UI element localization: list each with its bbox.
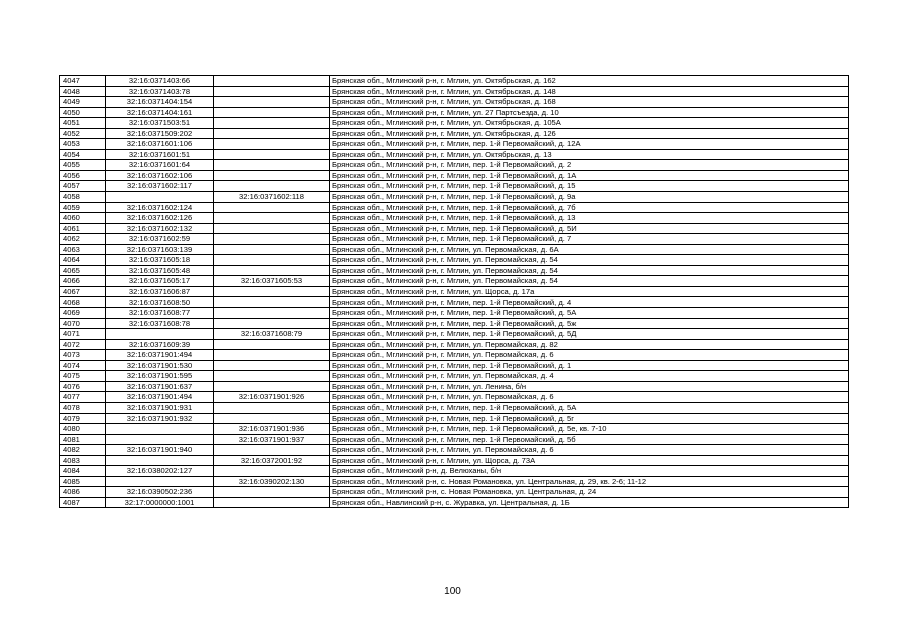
related-cadastral-number-cell xyxy=(214,402,330,413)
address-cell: Брянская обл., Мглинский р-н, г. Мглин, пер. 1-й Первомайский, д. 5Д xyxy=(330,329,849,340)
address-cell: Брянская обл., Навлинский р-н, с. Журавка, ул. Центральная, д. 1Б xyxy=(330,497,849,508)
related-cadastral-number-cell xyxy=(214,170,330,181)
cadastral-number-cell: 32:16:0371601:64 xyxy=(106,160,214,171)
row-number-cell: 4079 xyxy=(60,413,106,424)
related-cadastral-number-cell xyxy=(214,318,330,329)
related-cadastral-number-cell xyxy=(214,350,330,361)
row-number-cell: 4062 xyxy=(60,234,106,245)
row-number-cell: 4058 xyxy=(60,192,106,203)
table-row xyxy=(60,170,849,181)
cadastral-number-cell: 32:16:0371609:39 xyxy=(106,339,214,350)
table-row xyxy=(60,202,849,213)
row-number-cell: 4071 xyxy=(60,329,106,340)
address-cell: Брянская обл., Мглинский р-н, г. Мглин, ул. Первомайская, д. 6А xyxy=(330,244,849,255)
table-row xyxy=(60,286,849,297)
table-row xyxy=(60,360,849,371)
related-cadastral-number-cell xyxy=(214,381,330,392)
row-number-cell: 4073 xyxy=(60,350,106,361)
related-cadastral-number-cell xyxy=(214,213,330,224)
cadastral-number-cell: 32:16:0371605:48 xyxy=(106,265,214,276)
cadastral-number-cell xyxy=(106,192,214,203)
cadastral-number-cell: 32:16:0371602:132 xyxy=(106,223,214,234)
related-cadastral-number-cell xyxy=(214,413,330,424)
address-cell: Брянская обл., Мглинский р-н, г. Мглин, ул. Первомайская, д. 6 xyxy=(330,350,849,361)
cadastral-number-cell: 32:16:0371403:78 xyxy=(106,86,214,97)
related-cadastral-number-cell xyxy=(214,86,330,97)
address-cell: Брянская обл., Мглинский р-н, г. Мглин, пер. 1-й Первомайский, д. 5е, кв. 7-10 xyxy=(330,424,849,435)
related-cadastral-number-cell: 32:16:0371605:53 xyxy=(214,276,330,287)
table-row xyxy=(60,381,849,392)
row-number-cell: 4066 xyxy=(60,276,106,287)
row-number-cell: 4080 xyxy=(60,424,106,435)
related-cadastral-number-cell xyxy=(214,265,330,276)
table-row xyxy=(60,497,849,508)
related-cadastral-number-cell: 32:16:0371608:79 xyxy=(214,329,330,340)
table-row xyxy=(60,297,849,308)
row-number-cell: 4057 xyxy=(60,181,106,192)
related-cadastral-number-cell xyxy=(214,487,330,498)
table-row xyxy=(60,308,849,319)
related-cadastral-number-cell xyxy=(214,181,330,192)
cadastral-number-cell: 32:16:0371605:17 xyxy=(106,276,214,287)
related-cadastral-number-cell xyxy=(214,445,330,456)
related-cadastral-number-cell xyxy=(214,76,330,87)
related-cadastral-number-cell xyxy=(214,244,330,255)
address-cell: Брянская обл., Мглинский р-н, г. Мглин, пер. 1-й Первомайский, д. 5И xyxy=(330,223,849,234)
table-row xyxy=(60,149,849,160)
address-cell: Брянская обл., Мглинский р-н, г. Мглин, ул. Октябрьская, д. 13 xyxy=(330,149,849,160)
row-number-cell: 4067 xyxy=(60,286,106,297)
cadastral-number-cell xyxy=(106,434,214,445)
table-row xyxy=(60,213,849,224)
address-cell: Брянская обл., Мглинский р-н, г. Мглин, пер. 1-й Первомайский, д. 1А xyxy=(330,170,849,181)
table-row xyxy=(60,234,849,245)
table-row xyxy=(60,255,849,266)
table-row xyxy=(60,434,849,445)
cadastral-number-cell xyxy=(106,424,214,435)
cadastral-number-cell: 32:16:0380202:127 xyxy=(106,466,214,477)
table-row xyxy=(60,160,849,171)
row-number-cell: 4056 xyxy=(60,170,106,181)
row-number-cell: 4052 xyxy=(60,128,106,139)
address-cell: Брянская обл., Мглинский р-н, с. Новая Романовка, ул. Центральная, д. 29, кв. 2-6; 11-12 xyxy=(330,476,849,487)
address-cell: Брянская обл., Мглинский р-н, с. Новая Романовка, ул. Центральная, д. 24 xyxy=(330,487,849,498)
cadastral-number-cell: 32:16:0371901:494 xyxy=(106,350,214,361)
table-row xyxy=(60,371,849,382)
cadastral-number-cell: 32:16:0371503:51 xyxy=(106,118,214,129)
row-number-cell: 4076 xyxy=(60,381,106,392)
cadastral-number-cell: 32:16:0371602:59 xyxy=(106,234,214,245)
related-cadastral-number-cell: 32:16:0372001:92 xyxy=(214,455,330,466)
related-cadastral-number-cell xyxy=(214,97,330,108)
address-cell: Брянская обл., Мглинский р-н, г. Мглин, пер. 1-й Первомайский, д. 7б xyxy=(330,202,849,213)
table-row xyxy=(60,86,849,97)
row-number-cell: 4064 xyxy=(60,255,106,266)
address-cell: Брянская обл., Мглинский р-н, г. Мглин, ул. Октябрьская, д. 162 xyxy=(330,76,849,87)
row-number-cell: 4068 xyxy=(60,297,106,308)
related-cadastral-number-cell xyxy=(214,255,330,266)
address-cell: Брянская обл., Мглинский р-н, г. Мглин, ул. Ленина, б/н xyxy=(330,381,849,392)
table-row xyxy=(60,265,849,276)
address-cell: Брянская обл., Мглинский р-н, г. Мглин, пер. 1-й Первомайский, д. 4 xyxy=(330,297,849,308)
row-number-cell: 4047 xyxy=(60,76,106,87)
row-number-cell: 4083 xyxy=(60,455,106,466)
row-number-cell: 4081 xyxy=(60,434,106,445)
row-number-cell: 4059 xyxy=(60,202,106,213)
related-cadastral-number-cell xyxy=(214,466,330,477)
table-row xyxy=(60,487,849,498)
address-cell: Брянская обл., Мглинский р-н, г. Мглин, пер. 1-й Первомайский, д. 7 xyxy=(330,234,849,245)
cadastral-number-cell: 32:16:0371901:530 xyxy=(106,360,214,371)
address-cell: Брянская обл., Мглинский р-н, г. Мглин, ул. Щорса, д. 17а xyxy=(330,286,849,297)
table-row xyxy=(60,107,849,118)
related-cadastral-number-cell xyxy=(214,128,330,139)
table-row xyxy=(60,128,849,139)
cadastral-number-cell: 32:16:0371601:106 xyxy=(106,139,214,150)
row-number-cell: 4053 xyxy=(60,139,106,150)
row-number-cell: 4048 xyxy=(60,86,106,97)
address-cell: Брянская обл., Мглинский р-н, г. Мглин, пер. 1-й Первомайский, д. 15 xyxy=(330,181,849,192)
address-cell: Брянская обл., Мглинский р-н, г. Мглин, ул. Первомайская, д. 82 xyxy=(330,339,849,350)
related-cadastral-number-cell xyxy=(214,497,330,508)
row-number-cell: 4060 xyxy=(60,213,106,224)
cadastral-number-cell: 32:16:0371603:139 xyxy=(106,244,214,255)
table-row xyxy=(60,244,849,255)
address-cell: Брянская обл., Мглинский р-н, г. Мглин, пер. 1-й Первомайский, д. 12А xyxy=(330,139,849,150)
cadastral-number-cell: 32:16:0371901:931 xyxy=(106,402,214,413)
cadastral-number-cell: 32:17:0000000:1001 xyxy=(106,497,214,508)
related-cadastral-number-cell xyxy=(214,234,330,245)
row-number-cell: 4087 xyxy=(60,497,106,508)
cadastral-number-cell: 32:16:0371403:66 xyxy=(106,76,214,87)
related-cadastral-number-cell xyxy=(214,107,330,118)
table-row xyxy=(60,318,849,329)
related-cadastral-number-cell xyxy=(214,339,330,350)
page-number: 100 xyxy=(444,586,461,597)
table-row xyxy=(60,476,849,487)
related-cadastral-number-cell xyxy=(214,118,330,129)
cadastral-number-cell: 32:16:0371602:126 xyxy=(106,213,214,224)
address-cell: Брянская обл., Мглинский р-н, г. Мглин, ул. Щорса, д. 73А xyxy=(330,455,849,466)
cadastral-number-cell: 32:16:0371901:494 xyxy=(106,392,214,403)
table-row xyxy=(60,329,849,340)
address-cell: Брянская обл., Мглинский р-н, г. Мглин, пер. 1-й Первомайский, д. 1 xyxy=(330,360,849,371)
address-cell: Брянская обл., Мглинский р-н, г. Мглин, пер. 1-й Первомайский, д. 13 xyxy=(330,213,849,224)
address-cell: Брянская обл., Мглинский р-н, г. Мглин, ул. Первомайская, д. 4 xyxy=(330,371,849,382)
related-cadastral-number-cell xyxy=(214,139,330,150)
related-cadastral-number-cell: 32:16:0371602:118 xyxy=(214,192,330,203)
row-number-cell: 4070 xyxy=(60,318,106,329)
related-cadastral-number-cell xyxy=(214,202,330,213)
cadastral-number-cell xyxy=(106,455,214,466)
related-cadastral-number-cell: 32:16:0371901:937 xyxy=(214,434,330,445)
cadastral-number-cell: 32:16:0371901:595 xyxy=(106,371,214,382)
row-number-cell: 4050 xyxy=(60,107,106,118)
row-number-cell: 4074 xyxy=(60,360,106,371)
cadastral-number-cell: 32:16:0371608:50 xyxy=(106,297,214,308)
address-cell: Брянская обл., Мглинский р-н, г. Мглин, ул. Первомайская, д. 6 xyxy=(330,392,849,403)
related-cadastral-number-cell: 32:16:0390202:130 xyxy=(214,476,330,487)
table-row xyxy=(60,402,849,413)
table-row xyxy=(60,97,849,108)
cadastral-number-cell: 32:16:0371404:161 xyxy=(106,107,214,118)
row-number-cell: 4065 xyxy=(60,265,106,276)
related-cadastral-number-cell xyxy=(214,223,330,234)
address-cell: Брянская обл., Мглинский р-н, г. Мглин, ул. Октябрьская, д. 148 xyxy=(330,86,849,97)
related-cadastral-number-cell xyxy=(214,297,330,308)
address-cell: Брянская обл., Мглинский р-н, г. Мглин, ул. Октябрьская, д. 126 xyxy=(330,128,849,139)
row-number-cell: 4077 xyxy=(60,392,106,403)
address-cell: Брянская обл., Мглинский р-н, г. Мглин, пер. 1-й Первомайский, д. 5б xyxy=(330,434,849,445)
cadastral-number-cell xyxy=(106,329,214,340)
row-number-cell: 4049 xyxy=(60,97,106,108)
cadastral-number-cell: 32:16:0371608:77 xyxy=(106,308,214,319)
address-cell: Брянская обл., Мглинский р-н, г. Мглин, пер. 1-й Первомайский, д. 5А xyxy=(330,308,849,319)
table-row xyxy=(60,466,849,477)
address-cell: Брянская обл., Мглинский р-н, г. Мглин, ул. Первомайская, д. 54 xyxy=(330,265,849,276)
table-row xyxy=(60,424,849,435)
cadastral-number-cell: 32:16:0371602:106 xyxy=(106,170,214,181)
table-row xyxy=(60,223,849,234)
table-row xyxy=(60,76,849,87)
address-cell: Брянская обл., Мглинский р-н, г. Мглин, ул. Первомайская, д. 6 xyxy=(330,445,849,456)
address-cell: Брянская обл., Мглинский р-н, г. Мглин, ул. 27 Партсъезда, д. 10 xyxy=(330,107,849,118)
address-cell: Брянская обл., Мглинский р-н, д. Велюханы, б/н xyxy=(330,466,849,477)
table-row xyxy=(60,445,849,456)
cadastral-number-cell: 32:16:0371901:940 xyxy=(106,445,214,456)
cadastral-number-cell: 32:16:0371605:18 xyxy=(106,255,214,266)
row-number-cell: 4061 xyxy=(60,223,106,234)
address-cell: Брянская обл., Мглинский р-н, г. Мглин, пер. 1-й Первомайский, д. 5г xyxy=(330,413,849,424)
table-row xyxy=(60,139,849,150)
table-row xyxy=(60,339,849,350)
row-number-cell: 4072 xyxy=(60,339,106,350)
row-number-cell: 4078 xyxy=(60,402,106,413)
related-cadastral-number-cell xyxy=(214,286,330,297)
cadastral-number-cell: 32:16:0371901:637 xyxy=(106,381,214,392)
row-number-cell: 4086 xyxy=(60,487,106,498)
registry-table-body xyxy=(60,76,849,508)
address-cell: Брянская обл., Мглинский р-н, г. Мглин, ул. Первомайская, д. 54 xyxy=(330,255,849,266)
related-cadastral-number-cell: 32:16:0371901:936 xyxy=(214,424,330,435)
cadastral-number-cell: 32:16:0371608:78 xyxy=(106,318,214,329)
cadastral-number-cell: 32:16:0371602:117 xyxy=(106,181,214,192)
address-cell: Брянская обл., Мглинский р-н, г. Мглин, ул. Октябрьская, д. 105А xyxy=(330,118,849,129)
table-row xyxy=(60,413,849,424)
related-cadastral-number-cell xyxy=(214,360,330,371)
related-cadastral-number-cell xyxy=(214,371,330,382)
cadastral-number-cell: 32:16:0371901:932 xyxy=(106,413,214,424)
row-number-cell: 4055 xyxy=(60,160,106,171)
row-number-cell: 4084 xyxy=(60,466,106,477)
cadastral-number-cell xyxy=(106,476,214,487)
cadastral-number-cell: 32:16:0371606:87 xyxy=(106,286,214,297)
address-cell: Брянская обл., Мглинский р-н, г. Мглин, пер. 1-й Первомайский, д. 2 xyxy=(330,160,849,171)
cadastral-number-cell: 32:16:0371602:124 xyxy=(106,202,214,213)
table-row xyxy=(60,118,849,129)
address-cell: Брянская обл., Мглинский р-н, г. Мглин, ул. Октябрьская, д. 168 xyxy=(330,97,849,108)
table-row xyxy=(60,181,849,192)
table-row xyxy=(60,192,849,203)
row-number-cell: 4082 xyxy=(60,445,106,456)
registry-table xyxy=(59,75,849,508)
address-cell: Брянская обл., Мглинский р-н, г. Мглин, пер. 1-й Первомайский, д. 5ж xyxy=(330,318,849,329)
row-number-cell: 4051 xyxy=(60,118,106,129)
row-number-cell: 4069 xyxy=(60,308,106,319)
row-number-cell: 4054 xyxy=(60,149,106,160)
related-cadastral-number-cell: 32:16:0371901:926 xyxy=(214,392,330,403)
cadastral-number-cell: 32:16:0371601:51 xyxy=(106,149,214,160)
row-number-cell: 4063 xyxy=(60,244,106,255)
table-row xyxy=(60,455,849,466)
related-cadastral-number-cell xyxy=(214,149,330,160)
row-number-cell: 4085 xyxy=(60,476,106,487)
related-cadastral-number-cell xyxy=(214,160,330,171)
cadastral-number-cell: 32:16:0390502:236 xyxy=(106,487,214,498)
cadastral-number-cell: 32:16:0371404:154 xyxy=(106,97,214,108)
row-number-cell: 4075 xyxy=(60,371,106,382)
address-cell: Брянская обл., Мглинский р-н, г. Мглин, пер. 1-й Первомайский, д. 9а xyxy=(330,192,849,203)
related-cadastral-number-cell xyxy=(214,308,330,319)
address-cell: Брянская обл., Мглинский р-н, г. Мглин, пер. 1-й Первомайский, д. 5А xyxy=(330,402,849,413)
address-cell: Брянская обл., Мглинский р-н, г. Мглин, ул. Первомайская, д. 54 xyxy=(330,276,849,287)
table-row xyxy=(60,350,849,361)
cadastral-number-cell: 32:16:0371509:202 xyxy=(106,128,214,139)
table-row xyxy=(60,276,849,287)
table-row xyxy=(60,392,849,403)
